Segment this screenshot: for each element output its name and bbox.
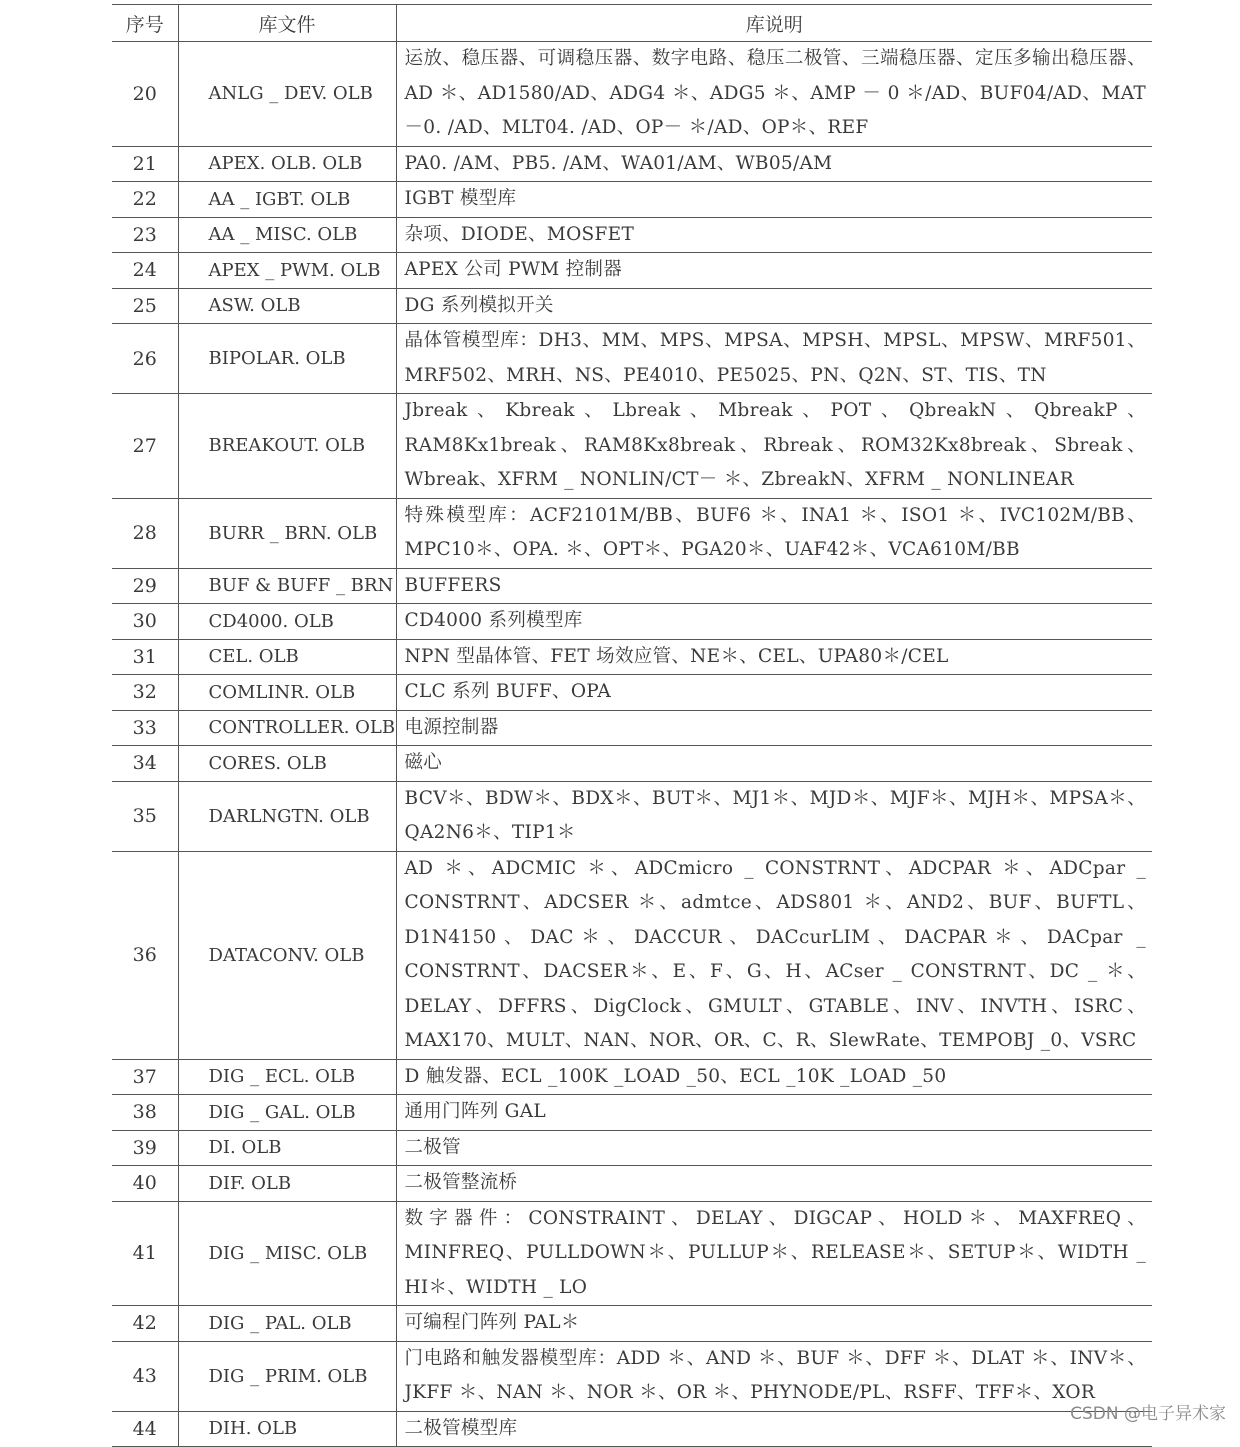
row-index: 33 — [112, 710, 178, 746]
row-index: 24 — [112, 253, 178, 289]
row-library-file: AA _ MISC. OLB — [178, 217, 396, 253]
row-library-description: 二极管 — [396, 1130, 1152, 1166]
row-library-description: 杂项、DIODE、MOSFET — [396, 217, 1152, 253]
table-row — [112, 146, 1152, 182]
row-library-file: DIG _ MISC. OLB — [178, 1201, 396, 1306]
table-row — [112, 1411, 1152, 1447]
row-library-description: 数字器件：CONSTRAINT、DELAY、DIGCAP、HOLD＊、MAXFREQ、MINFREQ、PULLDOWN＊、PULLUP＊、RELEASE＊、SETUP＊、WIDTH _ HI＊、WIDTH _ LO — [396, 1201, 1152, 1306]
row-library-file: CEL. OLB — [178, 639, 396, 675]
row-library-description: DG 系列模拟开关 — [396, 288, 1152, 324]
row-library-file: COMLINR. OLB — [178, 675, 396, 711]
row-library-file: DATACONV. OLB — [178, 851, 396, 1059]
row-index: 29 — [112, 568, 178, 604]
row-library-file: BURR _ BRN. OLB — [178, 498, 396, 568]
row-library-description: AD ＊、ADCMIC ＊、ADCmicro _ CONSTRNT、ADCPAR ＊、ADCpar _ CONSTRNT、ADCSER ＊、admtce、ADS801 ＊、AND2、BUF、BUFTL、D1N4150、DAC＊、DACCUR、DACcurLIM、DACPAR＊、DACpar _ CONSTRNT、DACSER＊、E、F、G、H、ACser _ CONSTRNT、DC _ ＊、DELAY、DFFRS、DigClock、GMULT、GTABLE、INV、INVTH、ISRC、MAX170、MULT、NAN、NOR、OR、C、R、SlewRate、TEMPOBJ _0、VSRC — [396, 851, 1152, 1059]
header-library-file: 库文件 — [178, 5, 396, 42]
row-index: 32 — [112, 675, 178, 711]
row-index: 40 — [112, 1166, 178, 1202]
row-index: 43 — [112, 1341, 178, 1411]
row-index: 36 — [112, 851, 178, 1059]
row-library-file: CORES. OLB — [178, 746, 396, 782]
row-library-description: D 触发器、ECL _100K _LOAD _50、ECL _10K _LOAD _50 — [396, 1059, 1152, 1095]
row-library-file: DIG _ PRIM. OLB — [178, 1341, 396, 1411]
row-library-file: APEX _ PWM. OLB — [178, 253, 396, 289]
table-row — [112, 851, 1152, 1059]
table-row — [112, 288, 1152, 324]
table-row — [112, 324, 1152, 394]
row-library-description: 晶体管模型库：DH3、MM、MPS、MPSA、MPSH、MPSL、MPSW、MRF501、MRF502、MRH、NS、PE4010、PE5025、PN、Q2N、ST、TIS、TN — [396, 324, 1152, 394]
row-library-description: CD4000 系列模型库 — [396, 604, 1152, 640]
row-library-description: 二极管模型库 — [396, 1411, 1152, 1447]
row-index: 27 — [112, 394, 178, 499]
row-library-file: AA _ IGBT. OLB — [178, 182, 396, 218]
table-row — [112, 781, 1152, 851]
table-row — [112, 217, 1152, 253]
row-library-description: BUFFERS — [396, 568, 1152, 604]
row-index: 41 — [112, 1201, 178, 1306]
row-library-file: DIG _ GAL. OLB — [178, 1095, 396, 1131]
table-row — [112, 675, 1152, 711]
row-library-file: DARLNGTN. OLB — [178, 781, 396, 851]
row-library-file: DIG _ PAL. OLB — [178, 1306, 396, 1342]
row-index: 23 — [112, 217, 178, 253]
row-library-file: ANLG _ DEV. OLB — [178, 42, 396, 147]
table-row — [112, 1095, 1152, 1131]
row-index: 25 — [112, 288, 178, 324]
row-library-description: 二极管整流桥 — [396, 1166, 1152, 1202]
row-library-file: BREAKOUT. OLB — [178, 394, 396, 499]
row-index: 35 — [112, 781, 178, 851]
row-library-file: DI. OLB — [178, 1130, 396, 1166]
row-index: 31 — [112, 639, 178, 675]
row-index: 28 — [112, 498, 178, 568]
row-library-file: DIH. OLB — [178, 1411, 396, 1447]
table-header-row — [112, 5, 1152, 42]
row-index: 21 — [112, 146, 178, 182]
row-library-description: CLC 系列 BUFF、OPA — [396, 675, 1152, 711]
row-index: 42 — [112, 1306, 178, 1342]
table-row — [112, 1201, 1152, 1306]
row-index: 26 — [112, 324, 178, 394]
row-library-description: 电源控制器 — [396, 710, 1152, 746]
table-row — [112, 1059, 1152, 1095]
row-library-file: DIF. OLB — [178, 1166, 396, 1202]
row-index: 30 — [112, 604, 178, 640]
row-index: 34 — [112, 746, 178, 782]
row-library-description: 门电路和触发器模型库：ADD ＊、AND ＊、BUF ＊、DFF ＊、DLAT ＊、INV＊、JKFF ＊、NAN ＊、NOR ＊、OR ＊、PHYNODE/PL、RSFF、TFF＊、XOR — [396, 1341, 1152, 1411]
row-library-file: CD4000. OLB — [178, 604, 396, 640]
header-index: 序号 — [112, 5, 178, 42]
row-library-description: 磁心 — [396, 746, 1152, 782]
library-table-page — [112, 4, 1162, 1447]
row-index: 20 — [112, 42, 178, 147]
table-row — [112, 1306, 1152, 1342]
row-library-description: 运放、稳压器、可调稳压器、数字电路、稳压二极管、三端稳压器、定压多输出稳压器、AD ＊、AD1580/AD、ADG4 ＊、ADG5 ＊、AMP － 0 ＊/AD、BUF04/AD、MAT－0. /AD、MLT04. /AD、OP－ ＊/AD、OP＊、REF — [396, 42, 1152, 147]
row-library-file: BUF & BUFF _ BRN — [178, 568, 396, 604]
row-library-description: NPN 型晶体管、FET 场效应管、NE＊、CEL、UPA80＊/CEL — [396, 639, 1152, 675]
table-row — [112, 253, 1152, 289]
table-row — [112, 394, 1152, 499]
table-row — [112, 746, 1152, 782]
table-row — [112, 604, 1152, 640]
table-row — [112, 568, 1152, 604]
table-body — [112, 42, 1152, 1447]
row-library-description: 通用门阵列 GAL — [396, 1095, 1152, 1131]
table-row — [112, 42, 1152, 147]
watermark: CSDN @电子异术家 — [1070, 1404, 1226, 1424]
row-index: 22 — [112, 182, 178, 218]
row-library-description: 特殊模型库：ACF2101M/BB、BUF6 ＊、INA1 ＊、ISO1 ＊、IVC102M/BB、MPC10＊、OPA. ＊、OPT＊、PGA20＊、UAF42＊、VCA610M/BB — [396, 498, 1152, 568]
table-row — [112, 498, 1152, 568]
row-library-description: BCV＊、BDW＊、BDX＊、BUT＊、MJ1＊、MJD＊、MJF＊、MJH＊、MPSA＊、QA2N6＊、TIP1＊ — [396, 781, 1152, 851]
library-table — [112, 4, 1152, 1447]
row-library-file: BIPOLAR. OLB — [178, 324, 396, 394]
table-row — [112, 182, 1152, 218]
table-row — [112, 1166, 1152, 1202]
table-row — [112, 1341, 1152, 1411]
row-library-description: 可编程门阵列 PAL＊ — [396, 1306, 1152, 1342]
row-index: 44 — [112, 1411, 178, 1447]
row-library-description: PA0. /AM、PB5. /AM、WA01/AM、WB05/AM — [396, 146, 1152, 182]
table-row — [112, 1130, 1152, 1166]
row-index: 37 — [112, 1059, 178, 1095]
row-library-description: APEX 公司 PWM 控制器 — [396, 253, 1152, 289]
row-library-file: CONTROLLER. OLB — [178, 710, 396, 746]
row-library-file: APEX. OLB. OLB — [178, 146, 396, 182]
table-row — [112, 710, 1152, 746]
header-library-description: 库说明 — [396, 5, 1152, 42]
row-library-description: Jbreak、Kbreak、Lbreak、Mbreak、POT、QbreakN、QbreakP、RAM8Kx1break、RAM8Kx8break、Rbreak、ROM32Kx8break、Sbreak、Wbreak、XFRM _ NONLIN/CT－ ＊、ZbreakN、XFRM _ NONLINEAR — [396, 394, 1152, 499]
row-library-file: ASW. OLB — [178, 288, 396, 324]
row-library-file: DIG _ ECL. OLB — [178, 1059, 396, 1095]
row-library-description: IGBT 模型库 — [396, 182, 1152, 218]
row-index: 39 — [112, 1130, 178, 1166]
table-row — [112, 639, 1152, 675]
row-index: 38 — [112, 1095, 178, 1131]
